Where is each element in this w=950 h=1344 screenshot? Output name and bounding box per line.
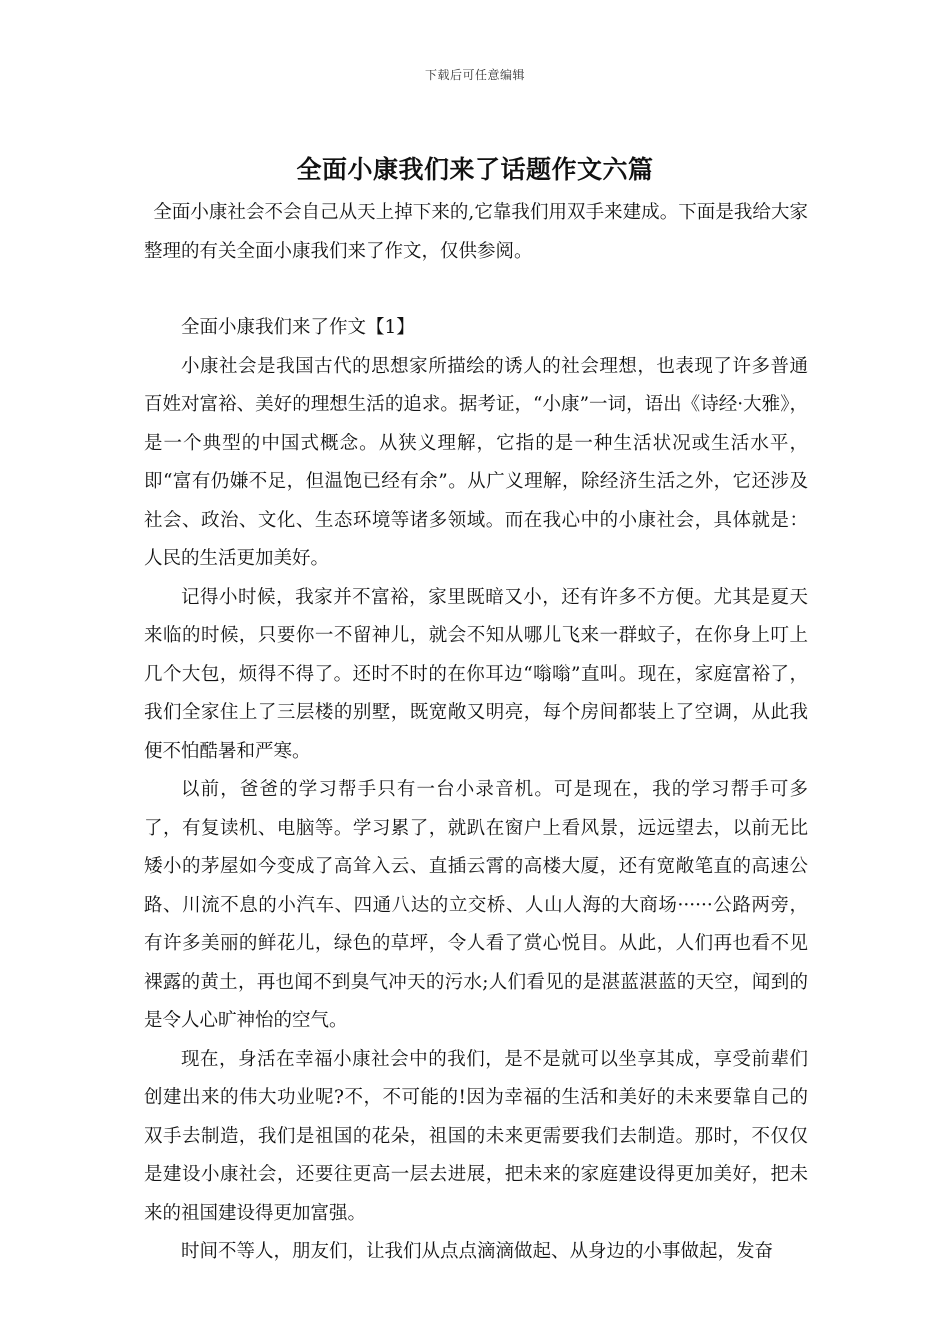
body-paragraph: 现在，身活在幸福小康社会中的我们，是不是就可以坐享其成，享受前辈们创建出来的伟大功业呢?不，不可能的!因为幸福的生活和美好的未来要靠自己的双手去制造，我们是祖国的花朵，祖国的未来更需要我们去制造。那时，不仅仅是建设小康社会，还要往更高一层去进展，把未来的家庭建设得更加美好，把未来的祖国建设得更加富强。 xyxy=(144,1048,808,1224)
section-heading: 全面小康我们来了作文【1】 xyxy=(181,317,415,338)
document-body xyxy=(144,194,808,1272)
header-note: 下载后可任意编辑 xyxy=(424,68,525,82)
intro-paragraph: 全面小康社会不会自己从天上掉下来的,它靠我们用双手来建成。下面是我给大家整理的有关全面小康我们来了作文，仅供参阅。 xyxy=(144,202,808,262)
page-title: 全面小康我们来了话题作文六篇 xyxy=(296,155,654,184)
body-paragraph: 时间不等人，朋友们，让我们从点点滴滴做起、从身边的小事做起，发奋 xyxy=(181,1241,774,1262)
body-paragraph: 小康社会是我国古代的思想家所描绘的诱人的社会理想，也表现了许多普通百姓对富裕、美好的理想生活的追求。据考证，“小康”一词，语出《诗经·大雅》，是一个典型的中国式概念。从狭义理解，它指的是一种生活状况或生活水平，即“富有仍嫌不足，但温饱已经有余”。从广义理解，除经济生活之外，它还涉及社会、政治、文化、生态环境等诸多领域。而在我心中的小康社会，具体就是：人民的生活更加美好。 xyxy=(144,355,808,569)
body-paragraph: 记得小时候，我家并不富裕，家里既暗又小，还有许多不方便。尤其是夏天来临的时候，只要你一不留神儿，就会不知从哪儿飞来一群蚊子，在你身上叮上几个大包，烦得不得了。还时不时的在你耳边“嗡嗡”直叫。现在，家庭富裕了，我们全家住上了三层楼的别墅，既宽敞又明亮，每个房间都装上了空调，从此我便不怕酷暑和严寒。 xyxy=(144,586,808,762)
body-paragraph: 以前，爸爸的学习帮手只有一台小录音机。可是现在，我的学习帮手可多了，有复读机、电脑等。学习累了，就趴在窗户上看风景，远远望去，以前无比矮小的茅屋如今变成了高耸入云、直插云霄的高楼大厦，还有宽敞笔直的高速公路、川流不息的小汽车、四通八达的立交桥、人山人海的大商场······公路两旁，有许多美丽的鲜花儿，绿色的草坪，令人看了赏心悦目。从此，人们再也看不见裸露的黄土，再也闻不到臭气冲天的污水;人们看见的是湛蓝湛蓝的天空，闻到的是令人心旷神怡的空气。 xyxy=(144,779,808,1031)
